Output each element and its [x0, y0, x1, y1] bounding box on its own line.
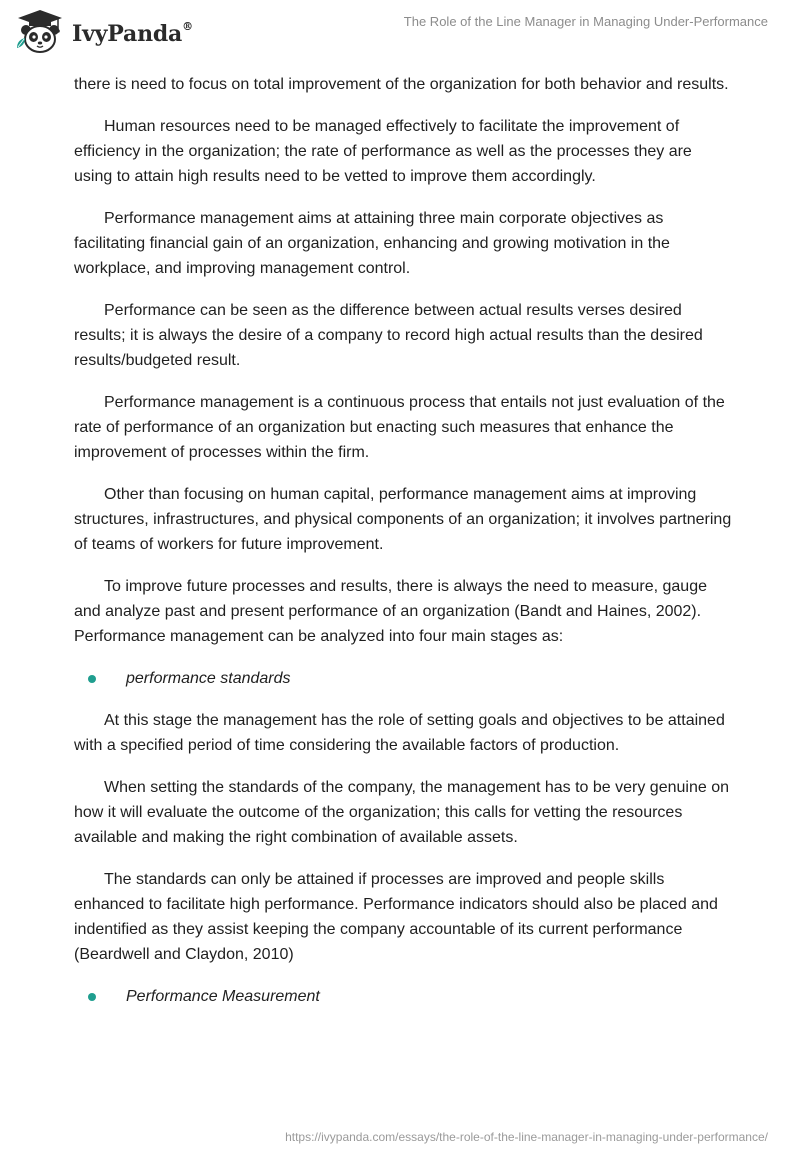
paragraph: To improve future processes and results, there is always the need to measure, gauge and analyze past and present performance of an organization (Bandt and Haines, 2002). Performance management can be analyzed into four main stages as: [74, 578, 707, 645]
paragraph: The standards can only be attained if processes are improved and people skills enhanced to facilitate high performance. Performance indicators should also be placed and indentified as they assist keeping the company accountable of its current performance (Beardwell and Claydon, 2010) [74, 871, 718, 963]
paragraph: Performance management is a continuous process that entails not just evaluation of the rate of performance of an organization but enacting such measures that enhance the improvement of processes within the firm. [74, 394, 725, 461]
running-title: The Role of the Line Manager in Managing Under-Performance [403, 14, 768, 29]
source-url[interactable]: https://ivypanda.com/essays/the-role-of-the-line-manager-in-managing-under-performance/ [285, 1130, 768, 1144]
bullet-dot-icon [88, 675, 96, 683]
bullet-item [74, 984, 734, 1009]
paragraph: there is need to focus on total improvement of the organization for both behavior and results. [74, 76, 729, 93]
page-header [0, 0, 800, 70]
paragraph: When setting the standards of the company, the management has to be very genuine on how it will evaluate the outcome of the organization; this calls for vetting the resources available and making the right combination of available assets. [74, 779, 729, 846]
bullet-text: Performance Measurement [126, 988, 320, 1005]
registered-mark: ® [182, 19, 193, 33]
panda-graduation-cap-icon [14, 8, 66, 56]
bullet-dot-icon [88, 993, 96, 1001]
paragraph: Human resources need to be managed effectively to facilitate the improvement of efficiency in the organization; the rate of performance as well as the processes they are using to attain high results need to be vetted to improve them accordingly. [74, 118, 692, 185]
paragraph: Performance can be seen as the difference between actual results verses desired results; it is always the desire of a company to record high actual results than the desired results/budgeted result. [74, 302, 703, 369]
paragraph: Performance management aims at attaining three main corporate objectives as facilitating financial gain of an organization, enhancing and growing motivation in the workplace, and improving management control. [74, 210, 670, 277]
essay-body [74, 72, 734, 1026]
bullet-text: performance standards [126, 670, 291, 687]
bullet-item [74, 666, 734, 691]
ivypanda-logo[interactable] [14, 8, 193, 56]
logo-text: IvyPanda [72, 21, 183, 47]
logo-wordmark [72, 21, 193, 47]
paragraph: Other than focusing on human capital, performance management aims at improving structures, infrastructures, and physical components of an organization; it involves partnering of teams of workers for future improvement. [74, 486, 732, 553]
paragraph: At this stage the management has the role of setting goals and objectives to be attained with a specified period of time considering the available factors of production. [74, 712, 725, 754]
